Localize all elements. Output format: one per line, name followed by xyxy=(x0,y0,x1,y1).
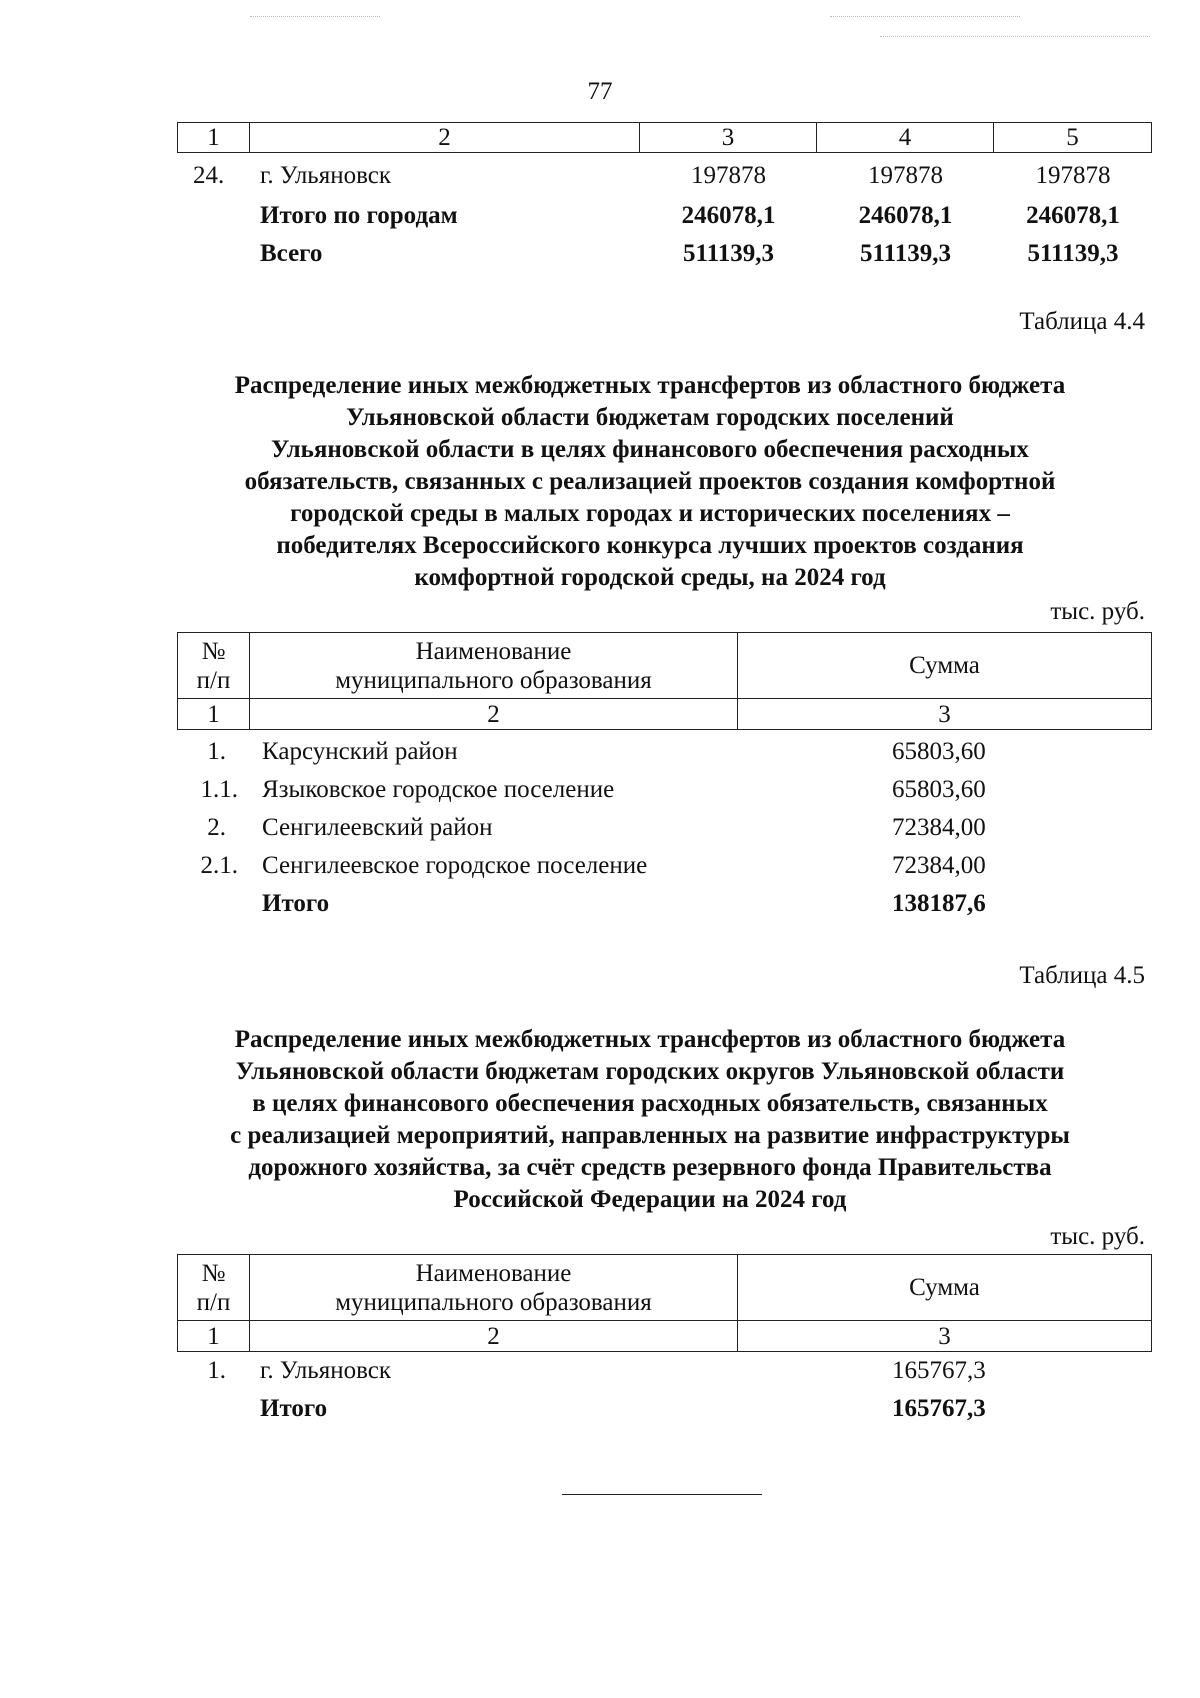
table-row xyxy=(0,814,1200,850)
end-rule xyxy=(562,1494,762,1495)
row-value: 246078,1 xyxy=(681,202,776,229)
table-43-header xyxy=(177,122,1152,153)
column-number: 2 xyxy=(250,699,738,730)
row-value: 246078,1 xyxy=(1026,202,1120,229)
table-45-header xyxy=(177,1254,1152,1352)
title-line: Ульяновской области бюджетам городских поселений xyxy=(346,404,954,431)
unit-label: тыс. руб. xyxy=(1050,1223,1145,1250)
title-line: Распределение иных межбюджетных трансфертов из областного бюджета xyxy=(234,372,1066,399)
row-sum: 65803,60 xyxy=(892,776,986,803)
table-row xyxy=(0,738,1200,774)
table-row xyxy=(0,162,1200,198)
title-line: комфортной городской среды, на 2024 год xyxy=(414,564,886,591)
row-number: 2. xyxy=(207,814,226,841)
table-caption: Таблица 4.5 xyxy=(1019,962,1145,989)
column-number: 4 xyxy=(817,123,994,153)
row-value: 511139,3 xyxy=(1027,240,1119,267)
row-name: г. Ульяновск xyxy=(260,162,391,189)
title-line: с реализацией мероприятий, направленных на развитие инфраструктуры xyxy=(230,1122,1070,1149)
table-caption: Таблица 4.4 xyxy=(1019,308,1145,335)
table-title xyxy=(150,1024,1150,1216)
table-44-header xyxy=(177,632,1152,730)
scan-mark xyxy=(830,16,1020,17)
title-line: обязательств, связанных с реализацией проектов создания комфортной xyxy=(244,468,1056,495)
title-line: дорожного хозяйства, за счёт средств резервного фонда Правительства xyxy=(248,1154,1052,1181)
row-value: 246078,1 xyxy=(858,202,953,229)
header-sum: Сумма xyxy=(738,1255,1152,1321)
table-title xyxy=(150,370,1150,594)
table-row xyxy=(0,240,1200,276)
row-sum: 72384,00 xyxy=(892,814,986,841)
title-line: городской среды в малых городах и исторических поселениях – xyxy=(290,500,1010,527)
title-line: Распределение иных межбюджетных трансфертов из областного бюджета xyxy=(234,1026,1066,1053)
column-number: 3 xyxy=(640,123,817,153)
header-name: Наименование муниципального образования xyxy=(250,633,738,699)
row-sum: 165767,3 xyxy=(892,1357,986,1384)
row-name: Карсунский район xyxy=(262,738,458,765)
row-name: Языковское городское поселение xyxy=(262,776,615,803)
row-number: 1.1. xyxy=(200,776,238,803)
title-line: Ульяновской области в целях финансового обеспечения расходных xyxy=(271,436,1029,463)
row-number: 2.1. xyxy=(200,852,238,879)
scan-mark xyxy=(250,16,380,17)
row-value: 511139,3 xyxy=(683,240,774,267)
unit-label: тыс. руб. xyxy=(1050,598,1145,625)
column-number: 3 xyxy=(738,1321,1152,1352)
row-name: Итого по городам xyxy=(260,202,458,229)
row-sum: 165767,3 xyxy=(892,1395,986,1422)
column-number: 1 xyxy=(178,1321,250,1352)
row-name: Сенгилеевское городское поселение xyxy=(262,852,648,879)
title-line: Ульяновской области бюджетам городских округов Ульяновской области xyxy=(235,1058,1065,1085)
row-name: Итого xyxy=(260,1395,328,1422)
column-number: 2 xyxy=(250,123,640,153)
title-line: Российской Федерации на 2024 год xyxy=(453,1186,847,1213)
title-line: победителях Всероссийского конкурса лучших проектов создания xyxy=(276,532,1024,559)
column-number: 2 xyxy=(250,1321,738,1352)
row-number: 1. xyxy=(207,738,226,765)
row-number: 24. xyxy=(193,162,225,189)
column-number: 3 xyxy=(738,699,1152,730)
table-row xyxy=(0,1395,1200,1431)
row-value: 197878 xyxy=(868,162,943,189)
row-name: Всего xyxy=(260,240,323,267)
row-name: г. Ульяновск xyxy=(260,1357,391,1384)
table-row xyxy=(0,852,1200,888)
column-number: 1 xyxy=(178,699,250,730)
header-number: № п/п xyxy=(178,633,250,699)
row-number: 1. xyxy=(207,1357,226,1384)
table-row xyxy=(0,1357,1200,1393)
title-line: в целях финансового обеспечения расходных обязательств, связанных xyxy=(252,1090,1048,1117)
column-number: 5 xyxy=(994,123,1152,153)
row-value: 197878 xyxy=(691,162,766,189)
table-row xyxy=(0,202,1200,238)
row-name: Итого xyxy=(262,890,330,917)
column-number: 1 xyxy=(178,123,250,153)
table-row xyxy=(0,776,1200,812)
row-sum: 65803,60 xyxy=(892,738,986,765)
header-sum: Сумма xyxy=(738,633,1152,699)
row-value: 197878 xyxy=(1035,162,1111,189)
row-sum: 72384,00 xyxy=(892,852,986,879)
page-number: 77 xyxy=(587,78,613,105)
header-name: Наименование муниципального образования xyxy=(250,1255,738,1321)
row-value: 511139,3 xyxy=(860,240,951,267)
row-sum: 138187,6 xyxy=(892,890,986,917)
row-name: Сенгилеевский район xyxy=(262,814,493,841)
header-number: № п/п xyxy=(178,1255,250,1321)
scan-mark xyxy=(880,36,1150,37)
table-row xyxy=(0,890,1200,926)
